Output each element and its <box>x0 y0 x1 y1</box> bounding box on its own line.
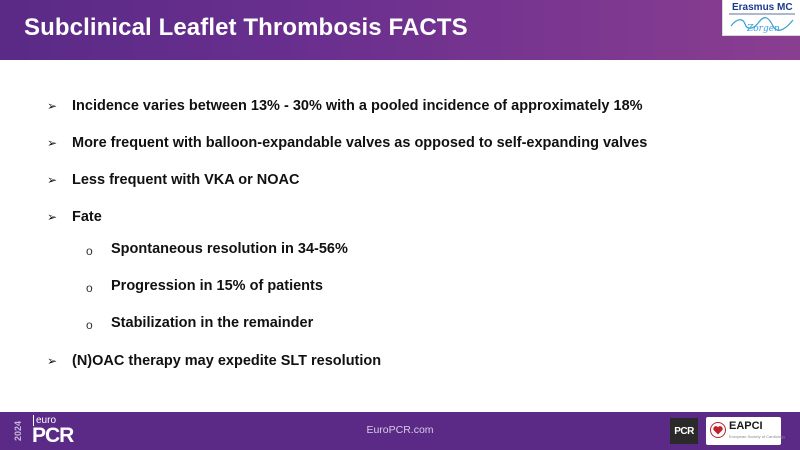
bullet-text: Fate <box>72 209 102 225</box>
arrow-bullet-icon: ➢ <box>47 136 58 150</box>
eapci-logo <box>706 417 786 445</box>
pcr-badge-logo: PCR <box>670 418 698 444</box>
bullet-noac-therapy <box>47 351 381 371</box>
europcr-logo-pcr: PCR <box>32 424 74 447</box>
europcr-logo-euro: euro <box>33 415 56 426</box>
arrow-bullet-icon: ➢ <box>47 210 58 224</box>
bullet-fate <box>47 207 102 227</box>
sub-bullet-text: Stabilization in the remainder <box>111 315 314 331</box>
erasmus-mc-name: Erasmus MC <box>732 2 793 13</box>
bullet-text: More frequent with balloon-expandable valves as opposed to self-expanding valves <box>72 135 648 151</box>
sub-bullet-text: Progression in 15% of patients <box>111 278 323 294</box>
arrow-bullet-icon: ➢ <box>47 173 58 187</box>
slide-header <box>0 0 800 60</box>
erasmus-tagline: Zorgen <box>747 24 780 34</box>
sub-bullet-progression <box>86 276 323 296</box>
sub-bullet-stabilization <box>86 313 313 333</box>
erasmus-swash-icon <box>727 14 797 34</box>
slide-content <box>0 60 800 412</box>
arrow-bullet-icon: ➢ <box>47 99 58 113</box>
slide-footer <box>0 412 800 450</box>
ring-bullet-icon: o <box>86 244 93 258</box>
bullet-text: (N)OAC therapy may expedite SLT resolution <box>72 353 382 369</box>
bullet-vka-noac <box>47 170 299 190</box>
europcr-url: EuroPCR.com <box>366 424 434 436</box>
sub-bullet-spontaneous-resolution <box>86 239 348 259</box>
sub-bullet-text: Spontaneous resolution in 34-56% <box>111 241 348 257</box>
bullet-text: Less frequent with VKA or NOAC <box>72 172 300 188</box>
bullet-balloon-expandable <box>47 133 647 153</box>
erasmus-mc-logo <box>722 0 800 36</box>
ring-bullet-icon: o <box>86 318 93 332</box>
heart-icon <box>710 422 726 438</box>
eapci-label: EAPCI <box>729 420 763 432</box>
arrow-bullet-icon: ➢ <box>47 354 58 368</box>
ring-bullet-icon: o <box>86 281 93 295</box>
slide-title: Subclinical Leaflet Thrombosis FACTS <box>24 14 468 41</box>
bullet-text: Incidence varies between 13% - 30% with a pooled incidence of approximately 18% <box>72 98 643 114</box>
eapci-sub-label: European Society of Cardiology <box>729 434 786 439</box>
year-label: 2024 <box>13 420 23 442</box>
bullet-incidence <box>47 96 643 116</box>
